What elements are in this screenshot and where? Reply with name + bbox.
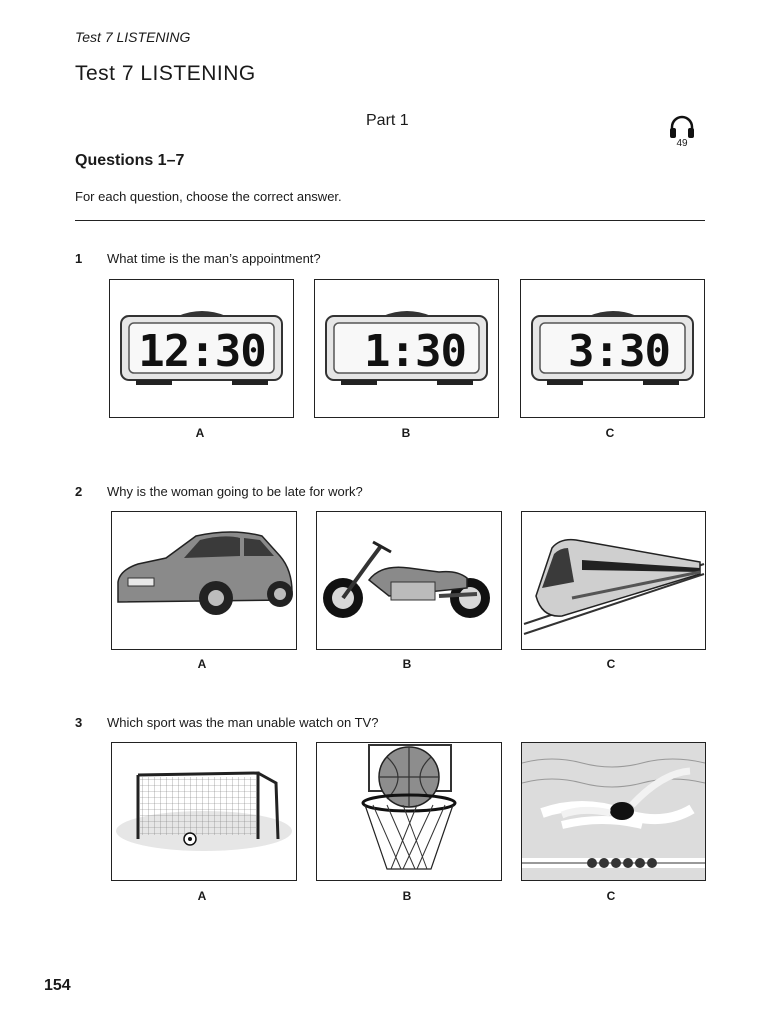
option-image-football-goal[interactable]: [111, 742, 297, 881]
option-image-car[interactable]: [111, 511, 297, 650]
option-image-clock[interactable]: [520, 279, 705, 418]
divider: [75, 220, 705, 221]
question-text: What time is the man’s appointment?: [107, 251, 321, 266]
swimmer-icon: [522, 743, 705, 880]
track-number: 49: [676, 138, 688, 149]
option-label-a: A: [197, 889, 207, 903]
option-image-motorbike[interactable]: [316, 511, 502, 650]
part-heading: Part 1: [366, 112, 409, 129]
motorbike-icon: [317, 512, 501, 649]
running-head: Test 7 LISTENING: [75, 29, 191, 45]
option-label-b: B: [402, 657, 412, 671]
option-label-b: B: [401, 426, 411, 440]
option-image-clock[interactable]: [314, 279, 499, 418]
page-title: Test 7 LISTENING: [75, 62, 256, 85]
instruction-text: For each question, choose the correct answer.: [75, 189, 342, 204]
option-image-clock[interactable]: [109, 279, 294, 418]
car-icon: [112, 512, 296, 649]
clock-display: 12:30: [138, 326, 266, 377]
option-image-basketball-hoop[interactable]: [316, 742, 502, 881]
option-image-swimmer[interactable]: [521, 742, 706, 881]
option-label-a: A: [195, 426, 205, 440]
option-label-a: A: [197, 657, 207, 671]
audio-track-marker: [668, 114, 696, 154]
basketball-hoop-icon: [317, 743, 501, 880]
option-image-train[interactable]: [521, 511, 706, 650]
question-text: Which sport was the man unable watch on TV?: [107, 715, 379, 730]
headphones-icon: [668, 114, 696, 140]
question-number: 2: [75, 484, 83, 499]
football-goal-icon: [112, 743, 296, 880]
option-label-c: C: [605, 426, 615, 440]
option-label-c: C: [606, 657, 616, 671]
train-icon: [522, 512, 705, 649]
question-number: 1: [75, 251, 83, 266]
page-number: 154: [44, 977, 71, 994]
option-label-c: C: [606, 889, 616, 903]
clock-display: 1:30: [364, 326, 466, 377]
option-label-b: B: [402, 889, 412, 903]
clock-display: 3:30: [568, 326, 670, 377]
question-text: Why is the woman going to be late for work?: [107, 484, 363, 499]
question-number: 3: [75, 715, 83, 730]
questions-heading: Questions 1–7: [75, 152, 185, 169]
